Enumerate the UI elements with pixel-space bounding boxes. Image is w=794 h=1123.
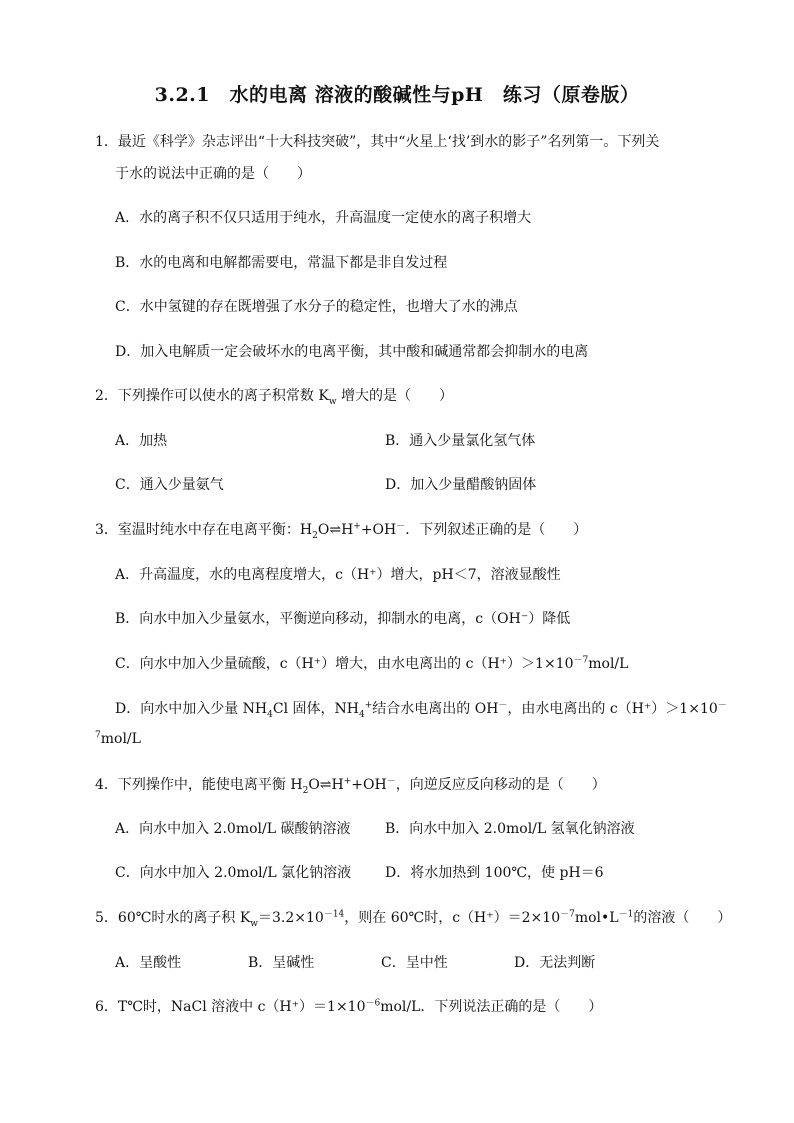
question-6-stem: 6．T℃时，NaCl 溶液中 $c(H^+)=1\times 10^{-6}mol/L$．下列说法正确的是（ ） [95, 998, 603, 1015]
question-1-option-a: A．水的离子积不仅只适用于纯水，升高温度一定使水的离子积增大 [115, 210, 532, 226]
question-4-option-d: D．将水加热到 100℃，使 pH＝6 [385, 865, 604, 881]
question-2-option-c: C．通入少量氨气 [115, 477, 224, 493]
question-5-option-c: C．呈中性 [381, 955, 448, 971]
question-5-option-a: A．呈酸性 [115, 955, 182, 971]
question-3-option-d: D．向水中加入少量 $NH_4Cl$ 固体，$NH_4^+$结合水电离出的 OH－，由水电离出的 c（H⁺）＞1×10－ [115, 700, 727, 720]
question-2-option-a: A．加热 [115, 433, 168, 449]
question-3-stem: 3．室温时纯水中存在电离平衡：$H_2O\rightleftharpoons H^++OH^-$．下列叙述正确的是（ ） [95, 521, 588, 541]
question-4-option-b: B．向水中加入 2.0mol/L 氢氧化钠溶液 [385, 821, 635, 837]
question-5-option-b: B．呈碱性 [248, 955, 315, 971]
question-4-option-c: C．向水中加入 2.0mol/L 氯化钠溶液 [115, 865, 352, 881]
question-2-option-b: B．通入少量氯化氢气体 [385, 433, 536, 449]
question-3-option-d-cont: $^7$mol/L [95, 730, 141, 747]
question-5-stem: 5．60℃时水的离子积 $K_w=3.2\times 10^{-14}$，则在 60℃时，$c(H^+)=2\times 10^{-7}mol•L^{-1}$的溶液（ ） [95, 909, 732, 929]
question-2-option-d: D．加入少量醋酸钠固体 [385, 477, 537, 493]
question-1-option-c: C．水中氢键的存在既增强了水分子的稳定性，也增大了水的沸点 [115, 299, 518, 315]
question-4-stem: 4．下列操作中，能使电离平衡 $H_2O\rightleftharpoons H^++OH^-$，向逆反应反向移动的是（ ） [95, 776, 606, 796]
question-4-option-a: A．向水中加入 2.0mol/L 碳酸钠溶液 [115, 821, 351, 837]
question-1-stem: 1．最近《科学》杂志评出“十大科技突破”，其中“火星上‘找’到水的影子”名列第一。下列关 [95, 134, 660, 150]
question-1-option-b: B．水的电离和电解都需要电，常温下都是非自发过程 [115, 255, 448, 271]
question-5-options [115, 953, 647, 973]
question-3-option-c: C．向水中加入少量硫酸，c（H⁺）增大，由水电离出的 $c(H^+)>1\times 10^{-7}mol/L$ [115, 655, 629, 672]
question-1-stem-cont: 于水的说法中正确的是（ ） [115, 166, 311, 182]
question-1-option-d: D．加入电解质一定会破坏水的电离平衡，其中酸和碱通常都会抑制水的电离 [115, 344, 589, 360]
question-3-option-a: A．升高温度，水的电离程度增大，c（H⁺）增大，pH＜7，溶液显酸性 [115, 567, 561, 583]
question-5-option-d: D．无法判断 [514, 955, 596, 971]
question-2-stem: 2．下列操作可以使水的离子积常数 $K_w$ 增大的是（ ） [95, 388, 453, 407]
question-3-option-b: B．向水中加入少量氨水，平衡逆向移动，抑制水的电离，c（OH⁻）降低 [115, 611, 571, 627]
page-title: 3.2.1 水的电离 溶液的酸碱性与pH 练习（原卷版） [154, 84, 640, 106]
